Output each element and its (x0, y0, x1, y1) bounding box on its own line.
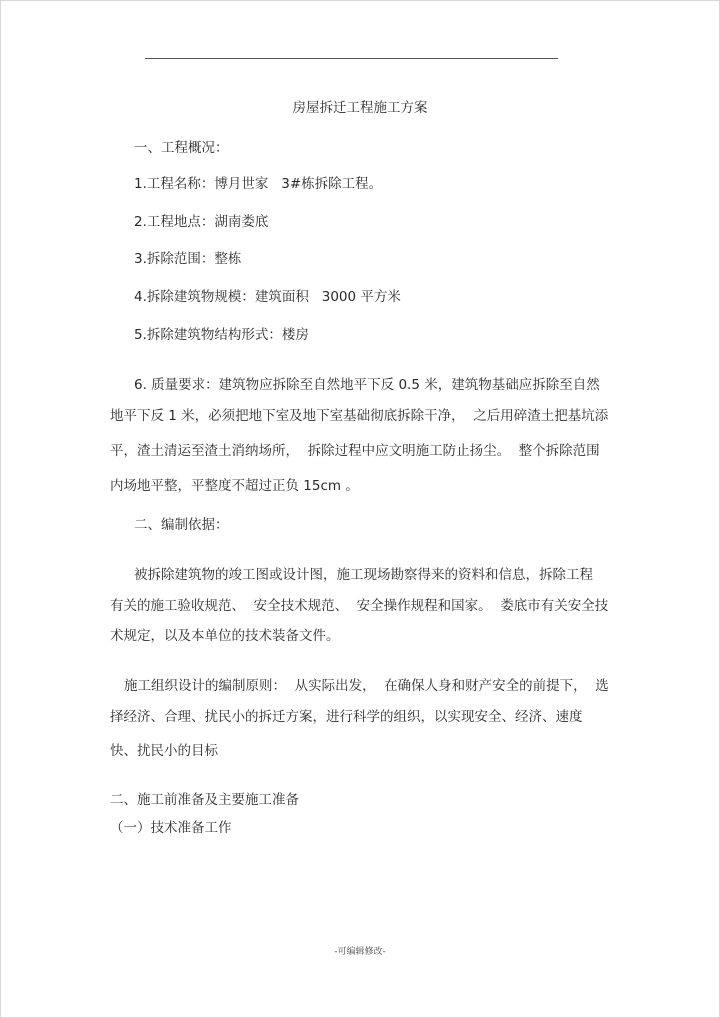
document-title: 房屋拆迁工程施工方案 (292, 100, 428, 116)
quality-line-2: 地平下反 1 米，必须把地下室及地下室基础彻底拆除干净， 之后用碎渣土把基坑添 (110, 408, 609, 424)
basis-line-3: 术规定，以及本单位的技术装备文件。 (110, 628, 340, 644)
quality-line-3: 平，渣土清运至渣土消纳场所， 拆除过程中应文明施工防止扬尘。 整个拆除范围 (110, 443, 600, 459)
principle-line-2: 择经济、合理、扰民小的拆迁方案，进行科学的组织，以实现安全、经济、速度 (110, 709, 583, 725)
section-heading-basis: 二、编制依据： (134, 517, 229, 533)
page-footer: -可编辑修改- (334, 947, 386, 957)
section-heading-overview: 一、工程概况： (134, 140, 229, 156)
item-structure-form: 5.拆除建筑物结构形式：楼房 (134, 327, 309, 343)
subsection-heading-technical-prep: （一）技术准备工作 (110, 820, 232, 836)
principle-line-3: 快、扰民小的目标 (110, 743, 218, 759)
item-project-name: 1.工程名称：博月世家 3#栋拆除工程。 (134, 176, 383, 192)
item-demolition-scope: 3.拆除范围：整栋 (134, 251, 242, 267)
quality-line-1: 6. 质量要求：建筑物应拆除至自然地平下反 0.5 米，建筑物基础应拆除至自然 (134, 377, 600, 393)
item-building-scale: 4.拆除建筑物规模：建筑面积 3000 平方米 (134, 289, 401, 305)
basis-line-2: 有关的施工验收规范、 安全技术规范、 安全操作规程和国家。 娄底市有关安全技 (110, 598, 609, 614)
header-rule (145, 58, 558, 59)
principle-line-1: 施工组织设计的编制原则： 从实际出发， 在确保人身和财产安全的前提下， 选 (124, 678, 609, 694)
section-heading-preparation: 二、施工前准备及主要施工准备 (110, 792, 299, 808)
quality-line-4: 内场地平整，平整度不超过正负 15cm 。 (110, 478, 359, 494)
item-project-location: 2.工程地点：湖南娄底 (134, 214, 269, 230)
basis-line-1: 被拆除建筑物的竣工图或设计图，施工现场勘察得来的资料和信息，拆除工程 (134, 567, 593, 583)
